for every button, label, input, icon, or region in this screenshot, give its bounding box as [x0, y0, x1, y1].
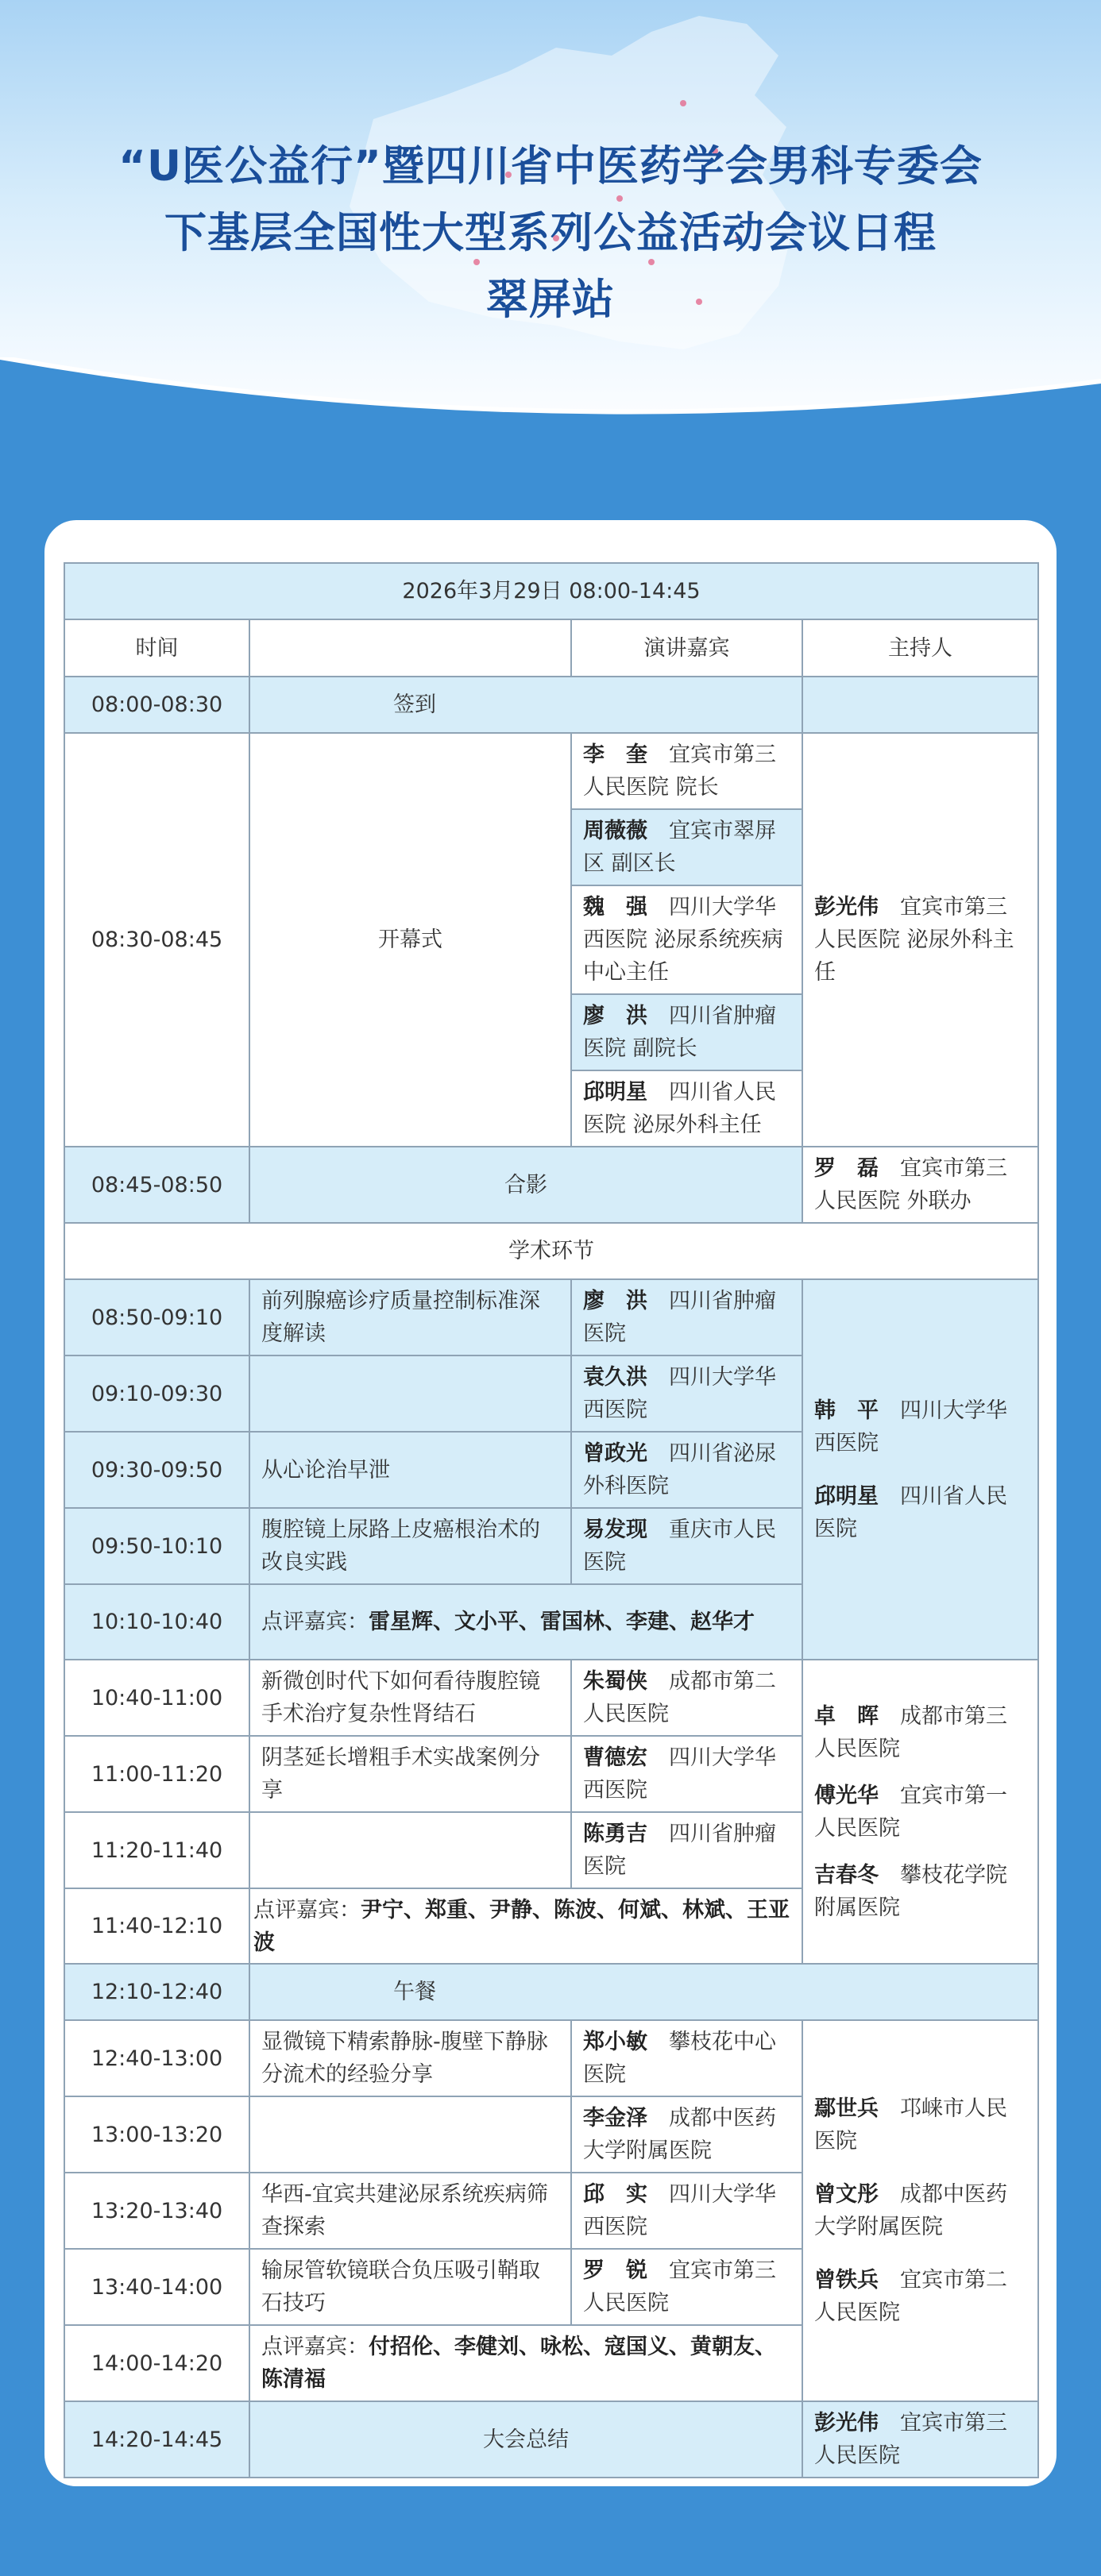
host-cell	[802, 1279, 1038, 1660]
talk-row	[64, 2020, 1038, 2096]
host-name: 罗 磊	[814, 1156, 879, 1181]
topic-cell	[249, 1355, 571, 1432]
time-cell: 13:00-13:20	[64, 2096, 249, 2173]
host-org: 四川省人民医院	[814, 1483, 1007, 1541]
lunch-label: 午餐	[249, 1964, 1038, 2020]
speaker-name: 朱蜀侠	[583, 1669, 647, 1694]
host-entry	[814, 1480, 1026, 1545]
host-org: 宜宾市第二人民医院	[814, 2268, 1007, 2325]
speaker-org: 宜宾市翠屏区 副区长	[583, 819, 776, 876]
host-cell	[802, 1660, 1038, 1964]
speaker-org: 成都中医药大学附属医院	[583, 2106, 776, 2163]
host-entry	[814, 1394, 1026, 1460]
time-cell: 10:10-10:40	[64, 1584, 249, 1660]
speaker-name: 罗 锐	[583, 2258, 647, 2283]
speaker-cell	[571, 2096, 802, 2173]
host-entry	[814, 1700, 1026, 1765]
schedule-table	[64, 562, 1039, 2478]
speaker-org: 攀枝花中心医院	[583, 2030, 776, 2087]
speaker-name: 袁久洪	[583, 1365, 647, 1390]
signin-row	[64, 677, 1038, 733]
host-cell	[802, 2401, 1038, 2478]
host-name: 傅光华	[814, 1783, 879, 1808]
topic-cell: 华西-宜宾共建泌尿系统疾病筛查探索	[249, 2173, 571, 2249]
topic-cell: 腹腔镜上尿路上皮癌根治术的改良实践	[249, 1508, 571, 1584]
speaker-name: 邱 实	[583, 2182, 647, 2207]
opening-speaker-row	[64, 733, 1038, 809]
speaker-name: 李金泽	[583, 2106, 647, 2131]
speaker-org: 四川大学华西医院 泌尿系统疾病中心主任	[583, 895, 783, 985]
review-names: 雷星辉、文小平、雷国林、李建、赵华才	[369, 1610, 755, 1634]
academic-label: 学术环节	[64, 1223, 1038, 1279]
speaker-cell	[571, 733, 802, 809]
time-cell: 08:45-08:50	[64, 1147, 249, 1223]
opening-label: 开幕式	[249, 733, 571, 1147]
speaker-cell	[571, 885, 802, 994]
speaker-cell	[571, 2249, 802, 2325]
host-cell	[802, 2020, 1038, 2401]
topic-cell: 从心论治早泄	[249, 1432, 571, 1508]
host-name: 彭光伟	[814, 2411, 879, 2435]
host-org: 成都中医药大学附属医院	[814, 2182, 1007, 2239]
time-cell: 09:50-10:10	[64, 1508, 249, 1584]
title-line-3: 翠屏站	[486, 276, 615, 324]
speaker-cell	[571, 994, 802, 1070]
photo-row	[64, 1147, 1038, 1223]
lunch-row	[64, 1964, 1038, 2020]
time-cell: 10:40-11:00	[64, 1660, 249, 1736]
time-cell: 11:40-12:10	[64, 1888, 249, 1964]
host-org: 宜宾市第三人民医院	[814, 2411, 1007, 2468]
speaker-name: 李 奎	[583, 742, 647, 767]
speaker-name: 邱明星	[583, 1080, 647, 1105]
speaker-name: 郑小敏	[583, 2030, 647, 2054]
host-name: 彭光伟	[814, 895, 879, 920]
header-row	[64, 619, 1038, 677]
header-topic	[249, 619, 571, 677]
header-banner	[0, 0, 1101, 445]
speaker-cell	[571, 1812, 802, 1888]
host-org: 攀枝花学院附属医院	[814, 1862, 1007, 1920]
speaker-cell	[571, 1279, 802, 1355]
review-label: 点评嘉宾：	[261, 2335, 369, 2359]
page-title	[0, 133, 1101, 334]
topic-cell	[249, 2096, 571, 2173]
review-cell	[249, 2325, 802, 2401]
review-cell	[249, 1584, 802, 1660]
host-entry	[814, 2178, 1026, 2243]
host-org: 邛崃市人民医院	[814, 2096, 1007, 2154]
time-cell: 13:20-13:40	[64, 2173, 249, 2249]
speaker-name: 魏 强	[583, 895, 647, 920]
speaker-cell	[571, 1070, 802, 1147]
speaker-cell	[571, 1736, 802, 1812]
host-name: 曾铁兵	[814, 2268, 879, 2293]
host-org: 宜宾市第三人民医院 外联办	[814, 1156, 1007, 1213]
speaker-org: 重庆市人民医院	[583, 1517, 776, 1575]
title-line-1: “U医公益行”暨四川省中医药学会男科专委会	[118, 142, 983, 191]
host-entry	[814, 1859, 1026, 1924]
speaker-cell	[571, 1432, 802, 1508]
title-line-2: 下基层全国性大型系列公益活动会议日程	[164, 209, 937, 257]
host-name: 邱明星	[814, 1483, 879, 1509]
time-cell: 08:30-08:45	[64, 733, 249, 1147]
topic-cell	[249, 1812, 571, 1888]
review-names: 尹宁、郑重、尹静、陈波、何斌、林斌、王亚波	[253, 1897, 790, 1955]
time-cell: 14:00-14:20	[64, 2325, 249, 2401]
time-cell: 09:30-09:50	[64, 1432, 249, 1508]
speaker-cell	[571, 2020, 802, 2096]
speaker-name: 曹德宏	[583, 1745, 647, 1770]
review-label: 点评嘉宾：	[253, 1897, 361, 1922]
section-row	[64, 1223, 1038, 1279]
speaker-org: 宜宾市第三人民医院 院长	[583, 742, 776, 800]
header-time: 时间	[64, 619, 249, 677]
time-cell: 08:00-08:30	[64, 677, 249, 733]
host-name: 鄢世兵	[814, 2096, 879, 2121]
speaker-cell	[571, 1355, 802, 1432]
host-cell	[802, 733, 1038, 1147]
speaker-org: 四川省泌尿外科医院	[583, 1441, 776, 1498]
time-cell: 13:40-14:00	[64, 2249, 249, 2325]
speaker-org: 四川大学华西医院	[583, 2182, 776, 2239]
time-cell: 11:20-11:40	[64, 1812, 249, 1888]
host-org: 四川大学华西医院	[814, 1398, 1007, 1456]
topic-cell: 前列腺癌诊疗质量控制标准深度解读	[249, 1279, 571, 1355]
review-names: 付招伦、李健刘、咏松、寇国义、黄朝友、陈清福	[261, 2335, 776, 2392]
header-speaker: 演讲嘉宾	[571, 619, 802, 677]
date-row	[64, 563, 1038, 619]
topic-cell: 显微镜下精索静脉-腹壁下静脉分流术的经验分享	[249, 2020, 571, 2096]
host-name: 吉春冬	[814, 1862, 879, 1888]
speaker-org: 四川省人民医院 泌尿外科主任	[583, 1080, 776, 1137]
host-name: 曾文彤	[814, 2182, 879, 2207]
host-org: 宜宾市第一人民医院	[814, 1783, 1007, 1841]
review-cell	[249, 1888, 802, 1964]
topic-cell: 阴茎延长增粗手术实战案例分享	[249, 1736, 571, 1812]
speaker-name: 易发现	[583, 1517, 647, 1542]
topic-cell: 输尿管软镜联合负压吸引鞘取石技巧	[249, 2249, 571, 2325]
speaker-name: 廖 洪	[583, 1004, 647, 1028]
speaker-org: 宜宾市第三人民医院	[583, 2258, 776, 2316]
host-org: 宜宾市第三人民医院 泌尿外科主任	[814, 895, 1014, 985]
speaker-name: 廖 洪	[583, 1289, 647, 1313]
speaker-org: 四川大学华西医院	[583, 1745, 776, 1803]
time-cell: 14:20-14:45	[64, 2401, 249, 2478]
topic-cell: 新微创时代下如何看待腹腔镜手术治疗复杂性肾结石	[249, 1660, 571, 1736]
header-host: 主持人	[802, 619, 1038, 677]
time-cell: 12:40-13:00	[64, 2020, 249, 2096]
host-cell	[802, 1147, 1038, 1223]
closing-row	[64, 2401, 1038, 2478]
time-cell: 12:10-12:40	[64, 1964, 249, 2020]
speaker-name: 陈勇吉	[583, 1822, 647, 1846]
speaker-cell	[571, 1660, 802, 1736]
talk-row	[64, 1279, 1038, 1355]
review-label: 点评嘉宾：	[261, 1610, 369, 1634]
photo-label: 合影	[249, 1147, 802, 1223]
date-line: 2026年3月29日 08:00-14:45	[64, 563, 1038, 619]
speaker-org: 四川省肿瘤医院	[583, 1289, 776, 1346]
host-entry	[814, 1780, 1026, 1845]
banner-wave	[0, 357, 1101, 445]
host-name: 卓 晖	[814, 1703, 879, 1729]
speaker-cell	[571, 809, 802, 885]
speaker-cell	[571, 2173, 802, 2249]
host-entry	[814, 2264, 1026, 2329]
speaker-cell	[571, 1508, 802, 1584]
closing-label: 大会总结	[249, 2401, 802, 2478]
speaker-name: 周薇薇	[583, 819, 647, 843]
time-cell: 08:50-09:10	[64, 1279, 249, 1355]
time-cell: 09:10-09:30	[64, 1355, 249, 1432]
speaker-org: 成都市第二人民医院	[583, 1669, 776, 1726]
speaker-org: 四川大学华西医院	[583, 1365, 776, 1422]
speaker-name: 曾政光	[583, 1441, 647, 1466]
host-name: 韩 平	[814, 1398, 879, 1423]
signin-label: 签到	[249, 677, 802, 733]
speaker-org: 四川省肿瘤医院	[583, 1822, 776, 1879]
time-cell: 11:00-11:20	[64, 1736, 249, 1812]
speaker-org: 四川省肿瘤医院 副院长	[583, 1004, 776, 1061]
talk-row	[64, 1660, 1038, 1736]
host-org: 成都市第三人民医院	[814, 1703, 1007, 1761]
host-entry	[814, 2092, 1026, 2158]
